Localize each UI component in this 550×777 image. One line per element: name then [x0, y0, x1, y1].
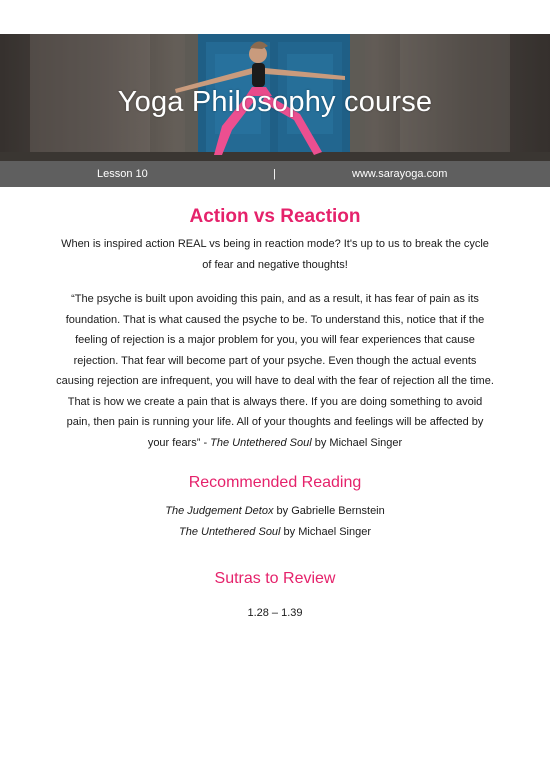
- intro-line: When is inspired action REAL vs being in reaction mode? It's up to us to break the cycle: [61, 238, 489, 250]
- quote-author: by Michael Singer: [311, 436, 403, 449]
- website-link[interactable]: www.sarayoga.com: [352, 168, 448, 180]
- book-author: by Michael Singer: [280, 525, 371, 538]
- recommended-reading-heading: Recommended Reading: [188, 474, 362, 491]
- header-banner: [0, 34, 550, 161]
- lesson-bar: [0, 161, 550, 187]
- quote-line: “The psyche is built upon avoiding this pain, and as a result, it has fear of pain as its: [71, 293, 479, 305]
- sutras-range: 1.28 – 1.39: [247, 607, 303, 619]
- quote-line: rejection. That fear will become part of your psyche. Even though the actual events: [73, 354, 477, 367]
- quote-last-text: your fears” -: [147, 436, 211, 449]
- sutras-heading: Sutras to Review: [214, 570, 336, 587]
- lesson-number: Lesson 10: [97, 168, 148, 180]
- list-item: [40, 501, 510, 522]
- book-title: The Judgement Detox: [165, 505, 274, 517]
- quote-attribution: [40, 433, 510, 454]
- book-author: by Gabrielle Bernstein: [273, 505, 385, 517]
- lesson-separator: |: [273, 168, 276, 180]
- quote-line: feeling of rejection is a major problem for you, you will fear experiences that cause: [75, 334, 475, 346]
- quote-line: pain, then pain is running your life. All of your thoughts and feelings will be affected by: [66, 416, 484, 428]
- intro-line: of fear and negative thoughts!: [202, 258, 348, 271]
- page-title: Action vs Reaction: [189, 206, 361, 227]
- quote-line: foundation. That is what caused the psyche to be. To understand this, notice that if the: [65, 313, 485, 326]
- quote-line: That is how we create a pain that is always there. If you are doing something to avoid: [67, 395, 483, 408]
- book-title: The Untethered Soul: [178, 525, 281, 538]
- intro-paragraph: [40, 234, 510, 275]
- quote-paragraph: [40, 289, 510, 453]
- course-title: Yoga Philosophy course: [117, 86, 433, 118]
- quote-line: causing rejection are infrequent, you will have to deal with the fear of rejection all the time.: [56, 375, 494, 387]
- list-item: [40, 522, 510, 543]
- quote-book-title: The Untethered Soul: [210, 436, 312, 449]
- reading-list: [40, 501, 510, 542]
